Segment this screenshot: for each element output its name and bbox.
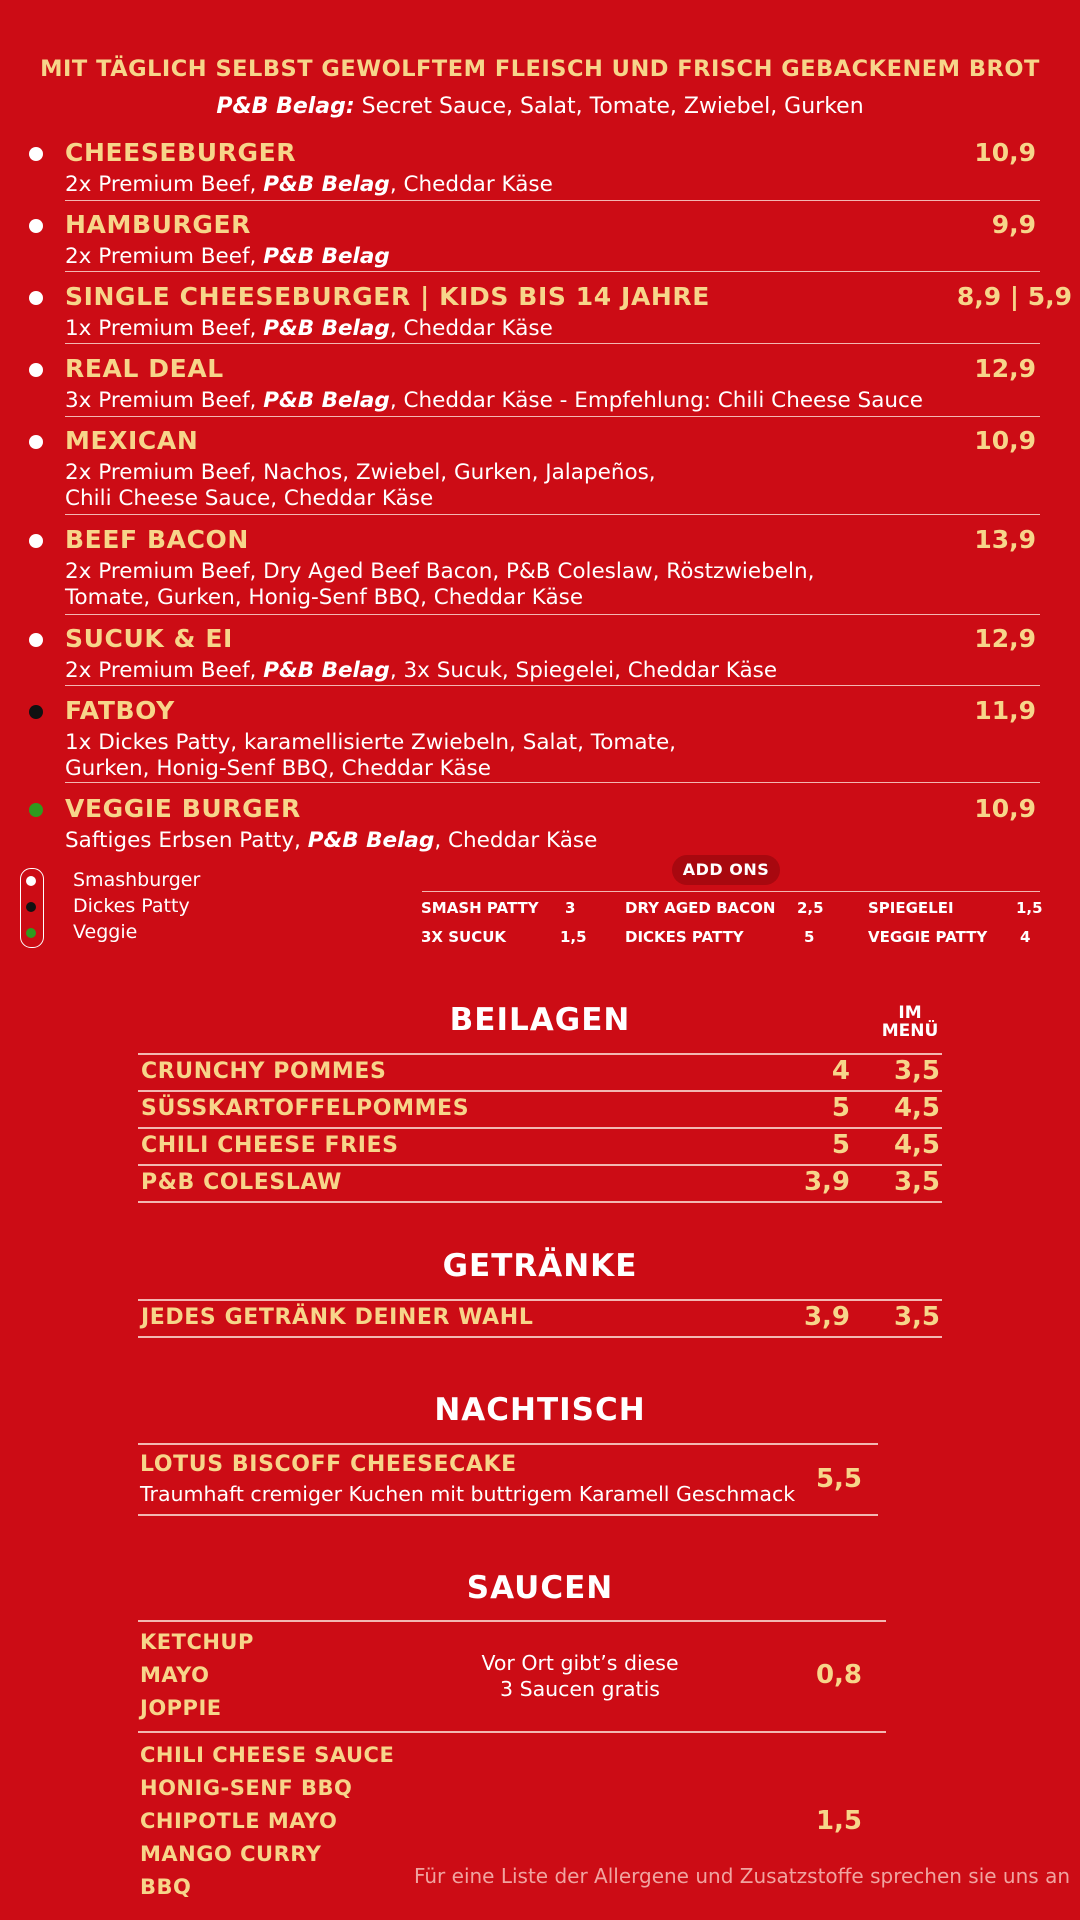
sauce-name: BBQ (140, 1875, 192, 1899)
sauce-name: MAYO (140, 1663, 210, 1687)
legend-label-veggie: Veggie (73, 921, 138, 943)
addon-name: VEGGIE PATTY (868, 928, 988, 946)
burger-name: REAL DEAL (65, 354, 224, 383)
table-divider (138, 1201, 942, 1203)
beilage-name: P&B COLESLAW (141, 1170, 342, 1195)
burger-name: BEEF BACON (65, 525, 249, 554)
burger-description-text: 2x Premium Beef, (65, 172, 264, 197)
burger-price: 9,9 (991, 210, 1036, 239)
allergen-note: Für eine Liste der Allergene und Zusatzstoffe sprechen sie uns an (413, 1864, 1070, 1888)
burger-name: MEXICAN (65, 426, 199, 455)
patty-type-dot-icon (29, 291, 43, 305)
addon-name: SPIEGELEI (868, 899, 954, 917)
beilage-menu-price: 3,5 (893, 1167, 940, 1197)
belag-text: Secret Sauce, Salat, Tomate, Zwiebel, Gurken (354, 94, 864, 119)
tagline: MIT TÄGLICH SELBST GEWOLFTEM FLEISCH UND FRISCH GEBACKENEM BROT (40, 56, 1040, 82)
addon-price: 5 (804, 928, 815, 946)
burger-description (65, 559, 814, 611)
burger-divider (65, 200, 1040, 201)
beilage-price: 4 (831, 1056, 850, 1086)
burger-price: 10,9 (974, 426, 1036, 455)
burger-name: FATBOY (65, 696, 175, 725)
burger-description-belag: P&B Belag (263, 172, 390, 197)
beilage-name: SÜSSKARTOFFELPOMMES (141, 1096, 470, 1121)
beilage-menu-price: 3,5 (893, 1056, 940, 1086)
beilage-menu-price: 4,5 (893, 1130, 940, 1160)
sauce-name: HONIG-SENF BBQ (140, 1776, 353, 1800)
burger-name: SUCUK & EI (65, 624, 233, 653)
smashburger-dot-icon (26, 876, 36, 886)
addon-price: 1,5 (560, 928, 587, 946)
beilage-name: CRUNCHY POMMES (141, 1059, 387, 1084)
veggie-dot-icon (26, 928, 36, 938)
burger-description (65, 172, 553, 198)
burger-description-text: 3x Premium Beef, (65, 388, 264, 413)
beilage-name: CHILI CHEESE FRIES (141, 1133, 399, 1158)
burger-price: 10,9 (974, 138, 1036, 167)
legend-label-dickes-patty: Dickes Patty (73, 895, 190, 917)
burger-description-text: , Cheddar Käse - Empfehlung: Chili Cheese Sauce (389, 388, 924, 413)
beilage-price: 3,9 (803, 1167, 850, 1197)
burger-description-text: , Cheddar Käse (389, 316, 553, 341)
beilage-price: 5 (831, 1130, 850, 1160)
burger-price: 8,9 | 5,9 (956, 282, 1072, 311)
burger-price: 10,9 (974, 794, 1036, 823)
burger-name: CHEESEBURGER (65, 138, 297, 167)
burger-description (65, 658, 777, 684)
table-divider (138, 1731, 886, 1733)
burger-description (65, 460, 656, 512)
free-sauce-note-line: Vor Ort gibt’s diese (481, 1651, 679, 1675)
addon-price: 2,5 (797, 899, 824, 917)
patty-type-dot-icon (29, 147, 43, 161)
table-divider (138, 1090, 942, 1092)
addon-price: 4 (1020, 928, 1031, 946)
burger-description-belag: P&B Belag (263, 244, 390, 269)
sauce-name: JOPPIE (140, 1696, 222, 1720)
burger-description-text: , 3x Sucuk, Spiegelei, Cheddar Käse (389, 658, 778, 683)
burger-description (65, 388, 923, 414)
burger-description-text: , Cheddar Käse (389, 172, 553, 197)
burger-description-text: 2x Premium Beef, (65, 244, 264, 269)
dessert-name: LOTUS BISCOFF CHEESECAKE (140, 1452, 517, 1477)
burger-description-line-2: Gurken, Honig-Senf BBQ, Cheddar Käse (65, 756, 491, 781)
burger-description-text: 1x Premium Beef, (65, 316, 264, 341)
table-divider (138, 1620, 886, 1622)
burger-description (65, 828, 597, 854)
burger-price: 12,9 (974, 354, 1036, 383)
free-sauce-note-line: 3 Saucen gratis (500, 1677, 660, 1701)
table-divider (138, 1127, 942, 1129)
getraenke-title: GETRÄNKE (442, 1248, 638, 1284)
beilage-price: 5 (831, 1093, 850, 1123)
burger-description-text: Saftiges Erbsen Patty, (65, 828, 308, 853)
burger-description-belag: P&B Belag (307, 828, 435, 853)
saucen-title: SAUCEN (466, 1570, 614, 1606)
dessert-description: Traumhaft cremiger Kuchen mit buttrigem Karamell Geschmack (140, 1482, 796, 1506)
patty-legend (20, 868, 201, 948)
im-menu-header (880, 1004, 940, 1040)
table-divider (138, 1514, 878, 1516)
burger-description (65, 244, 390, 270)
patty-type-dot-icon (29, 534, 43, 548)
burger-description-line-2: Tomate, Gurken, Honig-Senf BBQ, Cheddar Käse (65, 585, 584, 610)
table-divider (138, 1299, 942, 1301)
patty-type-dot-icon (29, 219, 43, 233)
burger-price: 13,9 (974, 525, 1036, 554)
burger-description-text: 2x Premium Beef, Nachos, Zwiebel, Gurken, Jalapeños, (65, 460, 656, 485)
patty-type-dot-icon (29, 803, 43, 817)
burger-divider (65, 782, 1040, 783)
sauce-name: CHIPOTLE MAYO (140, 1809, 338, 1833)
im-menu-line-2: MENÜ (881, 1021, 939, 1041)
burger-description-belag: P&B Belag (263, 316, 390, 341)
belag-label: P&B Belag: (216, 94, 355, 119)
table-divider (138, 1053, 942, 1055)
addons-divider (422, 891, 1040, 892)
burger-name: HAMBURGER (65, 210, 252, 239)
burger-price: 12,9 (974, 624, 1036, 653)
table-divider (138, 1164, 942, 1166)
burger-divider (65, 416, 1040, 417)
addon-price: 1,5 (1016, 899, 1043, 917)
belag-info (0, 94, 1080, 119)
burger-description-text: 2x Premium Beef, (65, 658, 264, 683)
burger-divider (65, 271, 1040, 272)
burger-description-belag: P&B Belag (263, 388, 390, 413)
burger-price: 11,9 (974, 696, 1036, 725)
getraenk-name: JEDES GETRÄNK DEINER WAHL (141, 1305, 534, 1330)
patty-type-dot-icon (29, 435, 43, 449)
beilage-menu-price: 4,5 (893, 1093, 940, 1123)
burger-description (65, 730, 676, 782)
beilagen-title: BEILAGEN (449, 1002, 631, 1038)
getraenk-menu-price: 3,5 (893, 1302, 940, 1332)
addons-title: ADD ONS (672, 855, 780, 885)
patty-type-dot-icon (29, 363, 43, 377)
sauce-name: CHILI CHEESE SAUCE (140, 1743, 395, 1767)
burger-description-belag: P&B Belag (263, 658, 390, 683)
table-divider (138, 1336, 942, 1338)
sauce-name: KETCHUP (140, 1630, 254, 1654)
burger-divider (65, 514, 1040, 515)
addon-price: 3 (565, 899, 576, 917)
dickes-patty-dot-icon (26, 902, 36, 912)
table-divider (138, 1443, 878, 1445)
patty-type-dot-icon (29, 633, 43, 647)
burger-description-text: , Cheddar Käse (434, 828, 598, 853)
patty-type-dot-icon (29, 705, 43, 719)
burger-name: SINGLE CHEESEBURGER | KIDS BIS 14 JAHRE (65, 282, 710, 311)
burger-divider (65, 343, 1040, 344)
dessert-price: 5,5 (815, 1464, 862, 1494)
im-menu-line-1: IM (898, 1003, 922, 1023)
addon-name: SMASH PATTY (421, 899, 539, 917)
free-sauce-note (440, 1650, 720, 1702)
sauce-price-basic: 0,8 (815, 1660, 862, 1690)
addon-name: DICKES PATTY (625, 928, 744, 946)
burger-description-text: 2x Premium Beef, Dry Aged Beef Bacon, P&B Coleslaw, Röstzwiebeln, (65, 559, 815, 584)
nachtisch-title: NACHTISCH (434, 1392, 646, 1428)
sauce-price-premium: 1,5 (815, 1806, 862, 1836)
burger-description-line-2: Chili Cheese Sauce, Cheddar Käse (65, 486, 434, 511)
legend-label-smashburger: Smashburger (73, 869, 201, 891)
sauce-name: MANGO CURRY (140, 1842, 322, 1866)
getraenk-price: 3,9 (803, 1302, 850, 1332)
burger-description (65, 316, 553, 342)
burger-name: VEGGIE BURGER (65, 794, 301, 823)
addon-name: 3X SUCUK (421, 928, 507, 946)
burger-divider (65, 614, 1040, 615)
burger-divider (65, 685, 1040, 686)
burger-description-text: 1x Dickes Patty, karamellisierte Zwiebeln, Salat, Tomate, (65, 730, 677, 755)
addon-name: DRY AGED BACON (625, 899, 776, 917)
